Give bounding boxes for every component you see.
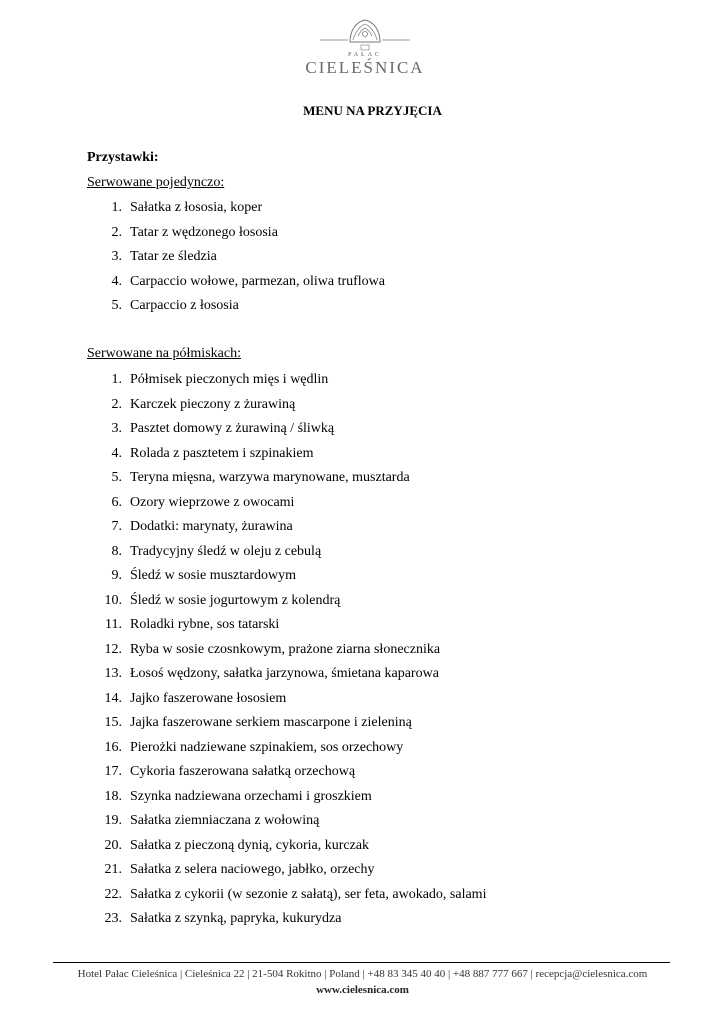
list-item-text: Tatar z wędzonego łososia bbox=[130, 224, 278, 240]
logo-subtitle: PAŁAC bbox=[347, 52, 383, 58]
list-item-number: 20. bbox=[104, 837, 122, 853]
list-item-number: 5. bbox=[111, 298, 122, 313]
list-item-text: Dodatki: marynaty, żurawina bbox=[130, 519, 293, 534]
list-item bbox=[87, 245, 385, 270]
list-item-text: Karczek pieczony z żurawiną bbox=[130, 396, 296, 412]
list-item-text: Sałatka z selera naciowego, jabłko, orzechy bbox=[130, 862, 375, 877]
list-item bbox=[87, 564, 486, 589]
list-item-text: Ryba w sosie czosnkowym, prażone ziarna słonecznika bbox=[130, 641, 441, 657]
list-item-text: Łosoś wędzony, sałatka jarzynowa, śmietana kaparowa bbox=[130, 666, 439, 681]
list-item bbox=[87, 736, 486, 761]
list-item-text: Sałatka z pieczoną dynią, cykoria, kurczak bbox=[130, 837, 370, 853]
list-item-text: Ozory wieprzowe z owocami bbox=[130, 494, 295, 510]
list-item-number: 14. bbox=[104, 690, 122, 706]
list-item bbox=[87, 466, 486, 491]
logo-name: CIELEŚNICA bbox=[305, 58, 425, 77]
hotel-logo bbox=[290, 14, 440, 84]
list-item-text: Tatar ze śledzia bbox=[130, 249, 217, 264]
list-item bbox=[87, 638, 486, 663]
list-item-text: Jajko faszerowane łososiem bbox=[130, 690, 287, 706]
list-item bbox=[87, 907, 486, 932]
list-item-number: 15. bbox=[104, 715, 122, 730]
footer-divider bbox=[53, 962, 670, 963]
list-item bbox=[87, 368, 486, 393]
platter-list bbox=[87, 368, 486, 932]
footer-contact: Hotel Pałac Cieleśnica | Cieleśnica 22 | 21-504 Rokitno | Poland | +48 83 345 40 40 | +48 887 777 667 | recepcja@cielesnica.com bbox=[77, 968, 648, 980]
list-item-number: 2. bbox=[111, 396, 122, 412]
list-item-number: 17. bbox=[104, 764, 122, 779]
list-item-text: Pierożki nadziewane szpinakiem, sos orzechowy bbox=[130, 739, 404, 755]
list-item bbox=[87, 785, 486, 810]
list-item-text: Rolada z pasztetem i szpinakiem bbox=[130, 445, 314, 461]
list-item bbox=[87, 662, 486, 687]
list-item-text: Cykoria faszerowana sałatką orzechową bbox=[130, 764, 356, 779]
platter-heading: Serwowane na półmiskach: bbox=[87, 346, 241, 361]
list-item-number: 1. bbox=[111, 200, 122, 215]
list-item-number: 22. bbox=[104, 886, 122, 902]
list-item-number: 4. bbox=[111, 445, 122, 461]
list-item-number: 13. bbox=[104, 666, 122, 681]
crest-icon bbox=[320, 14, 410, 54]
list-item-text: Sałatka ziemniaczana z wołowiną bbox=[130, 813, 320, 828]
list-item-text: Tradycyjny śledź w oleju z cebulą bbox=[130, 543, 322, 559]
list-item-text: Carpaccio z łososia bbox=[130, 298, 239, 313]
list-item bbox=[87, 858, 486, 883]
list-item bbox=[87, 491, 486, 516]
list-item-number: 9. bbox=[111, 568, 122, 583]
list-item-number: 1. bbox=[111, 372, 122, 387]
list-item bbox=[87, 834, 486, 859]
list-item-number: 21. bbox=[104, 862, 122, 877]
list-item bbox=[87, 760, 486, 785]
list-item bbox=[87, 393, 486, 418]
list-item-number: 11. bbox=[105, 617, 122, 632]
list-item-text: Teryna mięsna, warzywa marynowane, musztarda bbox=[130, 470, 410, 485]
list-item-number: 16. bbox=[104, 739, 122, 755]
section-heading: Przystawki: bbox=[87, 150, 159, 165]
list-item-number: 18. bbox=[104, 788, 122, 804]
list-item-number: 12. bbox=[104, 641, 122, 657]
list-item-text: Carpaccio wołowe, parmezan, oliwa truflowa bbox=[130, 273, 386, 289]
list-item-number: 10. bbox=[104, 592, 122, 608]
list-item-number: 5. bbox=[111, 470, 122, 485]
single-serving-heading: Serwowane pojedynczo: bbox=[87, 175, 225, 190]
list-item bbox=[87, 613, 486, 638]
list-item bbox=[87, 515, 486, 540]
list-item-text: Szynka nadziewana orzechami i groszkiem bbox=[130, 788, 372, 804]
list-item-text: Roladki rybne, sos tatarski bbox=[130, 617, 280, 632]
list-item-number: 23. bbox=[104, 911, 122, 926]
list-item bbox=[87, 589, 486, 614]
list-item-text: Śledź w sosie musztardowym bbox=[130, 568, 297, 583]
list-item-text: Śledź w sosie jogurtowym z kolendrą bbox=[130, 592, 341, 608]
list-item-text: Pasztet domowy z żurawiną / śliwką bbox=[130, 421, 335, 436]
list-item bbox=[87, 540, 486, 565]
list-item-text: Jajka faszerowane serkiem mascarpone i zieleniną bbox=[130, 715, 412, 730]
list-item bbox=[87, 196, 385, 221]
footer-website-link[interactable]: www.cielesnica.com bbox=[316, 984, 409, 996]
list-item bbox=[87, 417, 486, 442]
page-title: MENU NA PRZYJĘCIA bbox=[303, 103, 442, 118]
list-item-text: Półmisek pieczonych mięs i wędlin bbox=[130, 372, 329, 387]
list-item bbox=[87, 442, 486, 467]
list-item-text: Sałatka z szynką, papryka, kukurydza bbox=[130, 911, 342, 926]
list-item-number: 3. bbox=[111, 421, 122, 436]
list-item-number: 6. bbox=[111, 494, 122, 510]
list-item bbox=[87, 711, 486, 736]
list-item-text: Sałatka z łososia, koper bbox=[130, 200, 263, 215]
list-item bbox=[87, 687, 486, 712]
list-item bbox=[87, 221, 385, 246]
list-item bbox=[87, 883, 486, 908]
list-item bbox=[87, 294, 385, 319]
list-item-number: 4. bbox=[111, 273, 122, 289]
list-item-number: 7. bbox=[111, 519, 122, 534]
list-item-number: 19. bbox=[104, 813, 122, 828]
list-item-number: 2. bbox=[111, 224, 122, 240]
list-item bbox=[87, 809, 486, 834]
list-item-text: Sałatka z cykorii (w sezonie z sałatą), ser feta, awokado, salami bbox=[130, 886, 487, 902]
list-item-number: 3. bbox=[111, 249, 122, 264]
list-item-number: 8. bbox=[111, 543, 122, 559]
list-item bbox=[87, 270, 385, 295]
single-serving-list bbox=[87, 196, 385, 319]
